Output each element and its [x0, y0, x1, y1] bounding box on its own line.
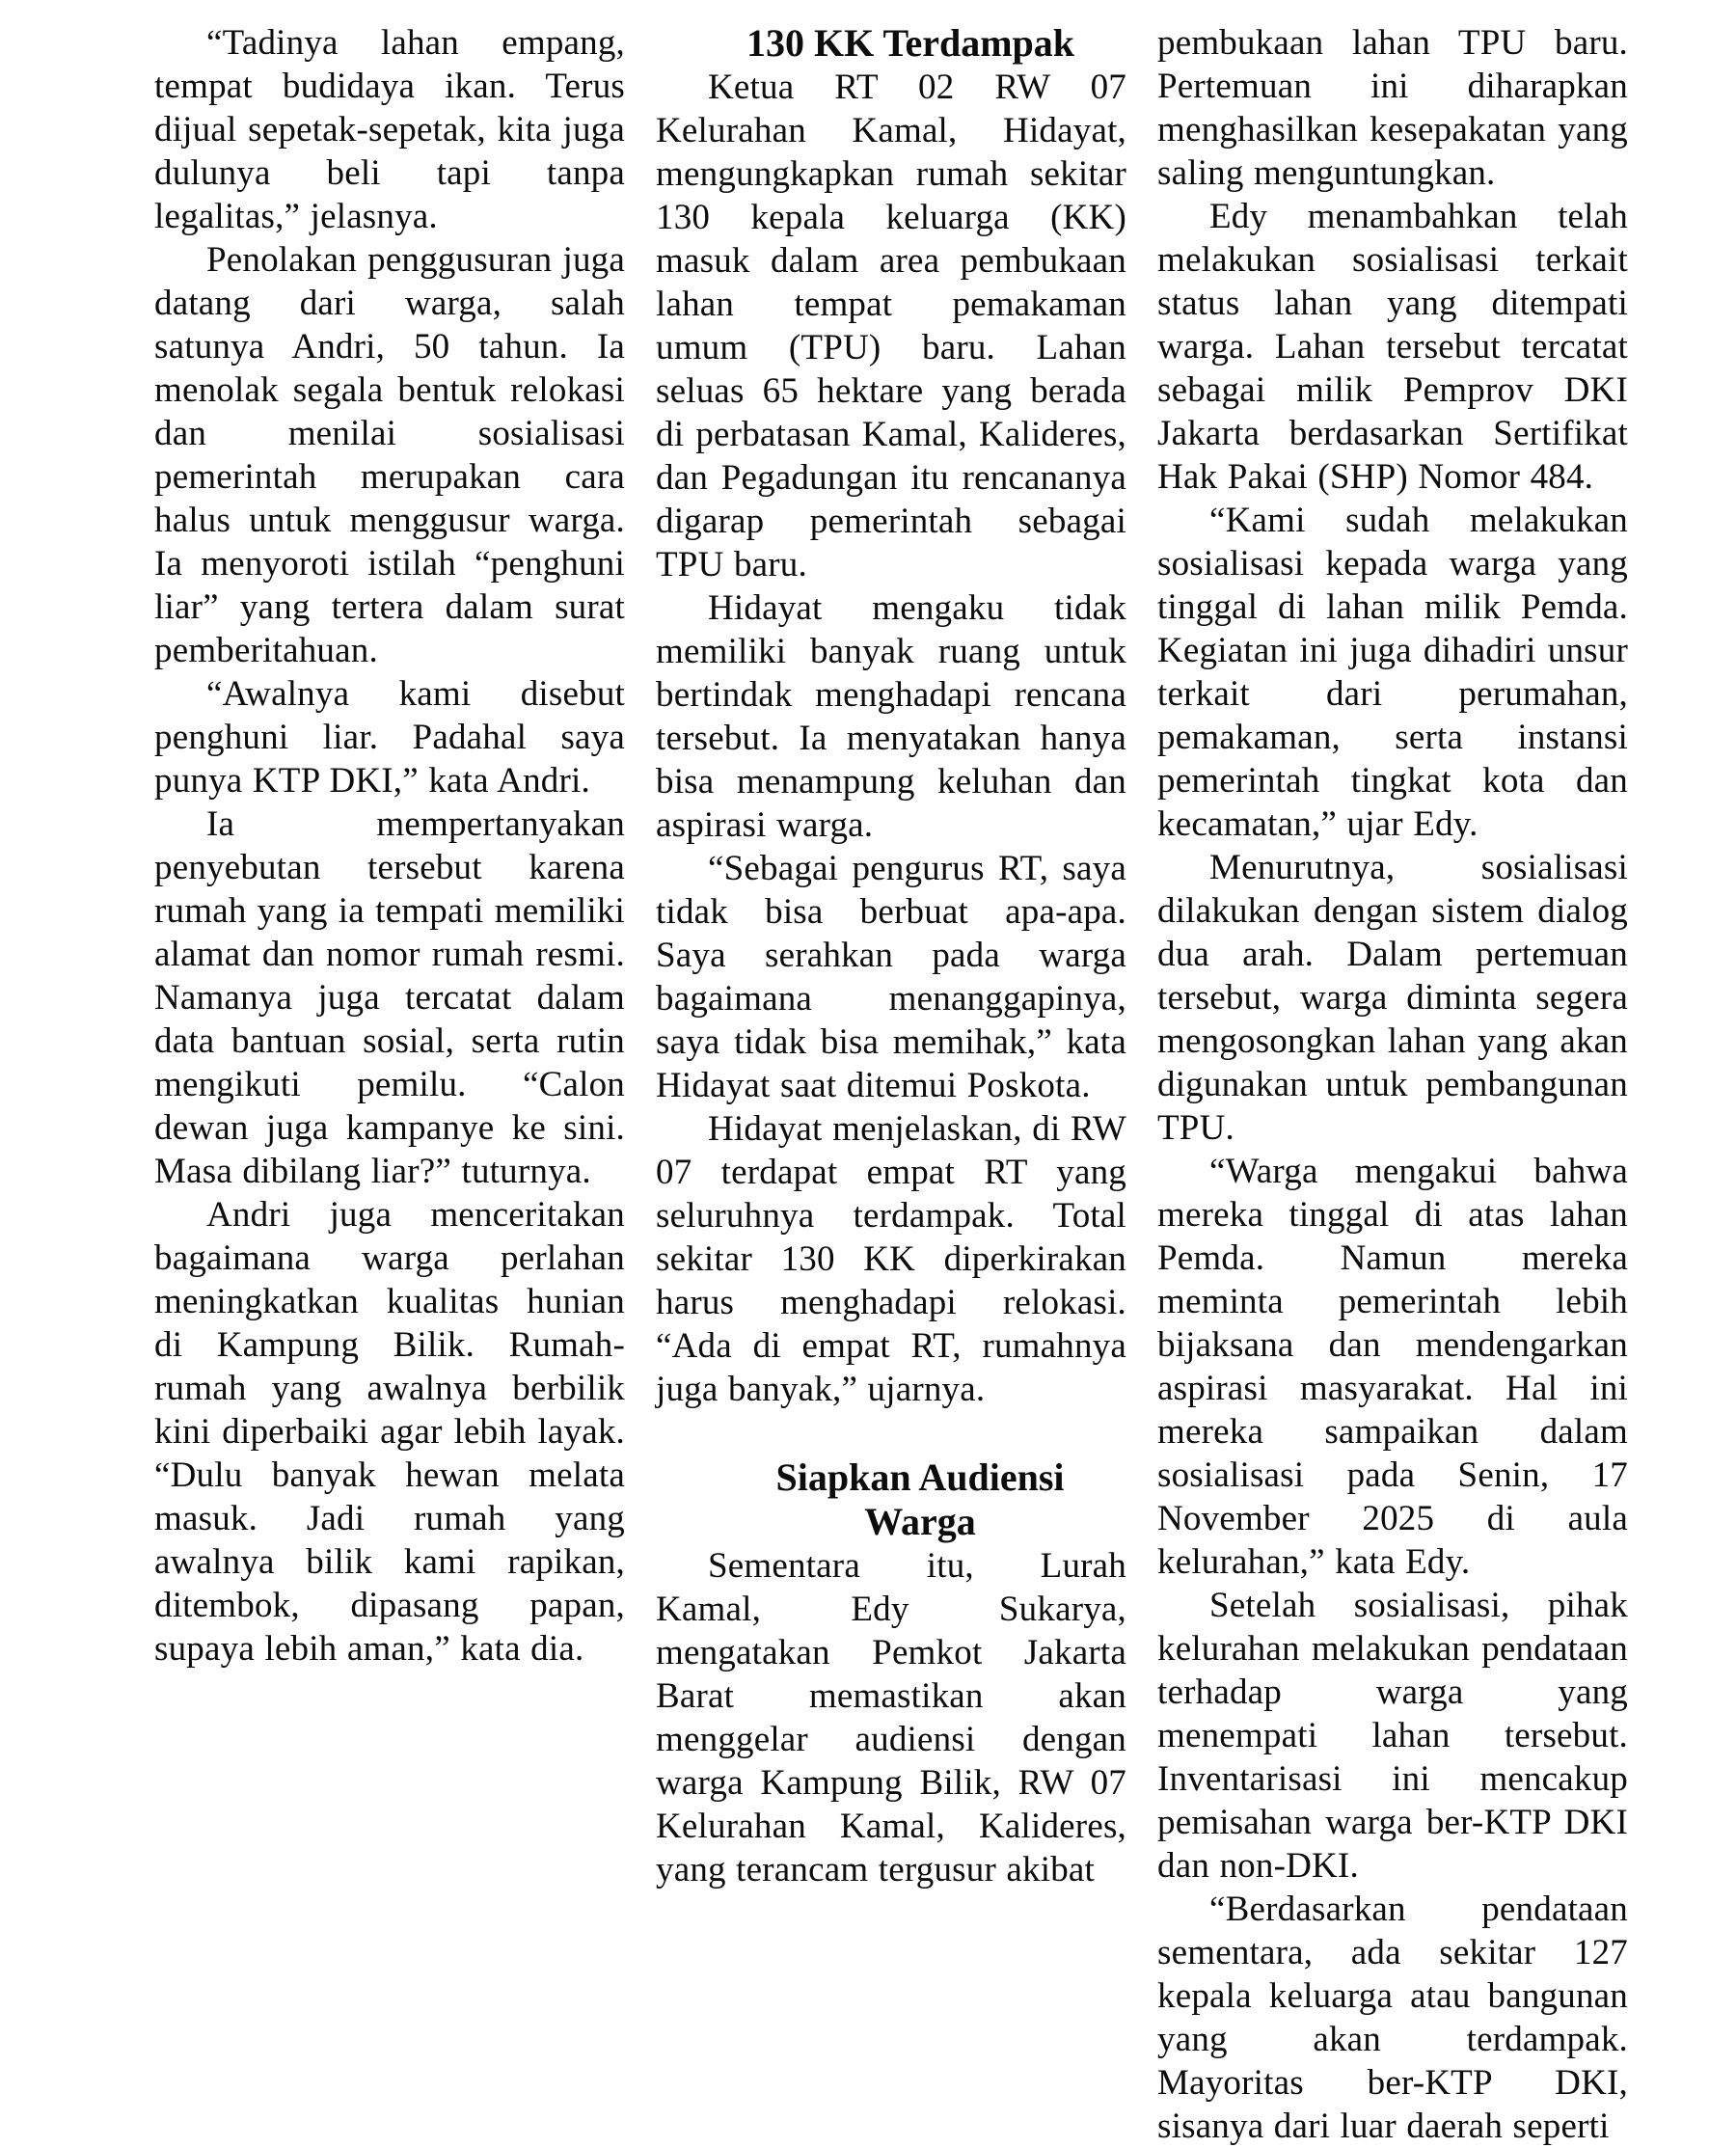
paragraph: Setelah sosialisasi, pihak kelurahan melakukan pendataan terhadap warga yang menempati lahan tersebut. Inventarisasi ini mencakup pemisahan warga ber-KTP DKI dan non-DKI.: [1157, 1586, 1628, 1886]
paragraph: “Berdasarkan pendataan sementara, ada sekitar 127 kepala keluarga atau bangunan yang akan terdampak. Mayoritas ber-KTP DKI, sisanya dari luar daerah seperti: [1157, 1890, 1628, 2146]
paragraph: Hidayat menjelaskan, di RW 07 terdapat empat RT yang seluruhnya terdampak. Total sekitar 130 KK diperkirakan harus menghadapi relokasi. “Ada di empat RT, rumahnya juga banyak,” ujarnya.: [656, 1109, 1126, 1409]
paragraph: Menurutnya, sosialisasi dilakukan dengan sistem dialog dua arah. Dalam pertemuan tersebut, warga diminta segera mengosongkan lahan yang akan digunakan untuk pembangunan TPU.: [1157, 848, 1628, 1148]
article-column-1: [154, 21, 625, 1671]
article-column-2: [656, 21, 1126, 1891]
paragraph: “Tadinya lahan empang, tempat budidaya ikan. Terus dijual sepetak-sepetak, kita juga dulunya beli tapi tanpa legalitas,” jelasnya.: [154, 23, 625, 236]
paragraph: “Kami sudah melakukan sosialisasi kepada warga yang tinggal di lahan milik Pemda. Kegiatan ini juga dihadiri unsur terkait dari perumahan, pemakaman, serta instansi pemerintah tingkat kota dan kecamatan,” ujar Edy.: [1157, 501, 1628, 844]
article-columns: [154, 21, 1630, 2148]
paragraph: Sementara itu, Lurah Kamal, Edy Sukarya, mengatakan Pemkot Jakarta Barat memastikan akan menggelar audiensi dengan warga Kampung Bilik, RW 07 Kelurahan Kamal, Kalideres, yang terancam tergusur akibat: [656, 1546, 1126, 1890]
section-heading-130-kk-terdampak: 130 KK Terdampak: [746, 21, 1075, 65]
paragraph: Andri juga menceritakan bagaimana warga perlahan meningkatkan kualitas hunian di Kampung Bilik. Rumah-rumah yang awalnya berbilik kini diperbaiki agar lebih layak. “Dulu banyak hewan melata masuk. Jadi rumah yang awalnya bilik kami rapikan, ditembok, dipasang papan, supaya lebih aman,” kata dia.: [154, 1195, 625, 1669]
article-column-3: [1157, 21, 1628, 2148]
paragraph: Edy menambahkan telah melakukan sosialisasi terkait status lahan yang ditempati warga. Lahan tersebut tercatat sebagai milik Pemprov DKI Jakarta berdasarkan Sertifikat Hak Pakai (SHP) Nomor 484.: [1157, 197, 1628, 497]
paragraph: Penolakan penggusuran juga datang dari warga, salah satunya Andri, 50 tahun. Ia menolak segala bentuk relokasi dan menilai sosialisasi pemerintah merupakan cara halus untuk menggusur warga. Ia menyoroti istilah “penghuni liar” yang tertera dalam surat pemberitahuan.: [154, 240, 625, 670]
paragraph: Hidayat mengaku tidak memiliki banyak ruang untuk bertindak menghadapi rencana tersebut. Ia menyatakan hanya bisa menampung keluhan dan aspirasi warga.: [656, 588, 1126, 845]
paragraph: Ketua RT 02 RW 07 Kelurahan Kamal, Hidayat, mengungkapkan rumah sekitar 130 kepala keluarga (KK) masuk dalam area pembukaan lahan tempat pemakaman umum (TPU) baru. Lahan seluas 65 hektare yang berada di perbatasan Kamal, Kalideres, dan Pegadungan itu rencananya digarap pemerintah sebagai TPU baru.: [656, 68, 1126, 585]
paragraph: “Awalnya kami disebut penghuni liar. Padahal saya punya KTP DKI,” kata Andri.: [154, 674, 625, 801]
paragraph: “Warga mengakui bahwa mereka tinggal di atas lahan Pemda. Namun mereka meminta pemerintah lebih bijaksana dan mendengarkan aspirasi masyarakat. Hal ini mereka sampaikan dalam sosialisasi pada Senin, 17 November 2025 di aula kelurahan,” kata Edy.: [1157, 1152, 1628, 1582]
paragraph: “Sebagai pengurus RT, saya tidak bisa berbuat apa-apa. Saya serahkan pada warga bagaimana menanggapinya, saya tidak bisa memihak,” kata Hidayat saat ditemui Poskota.: [656, 849, 1126, 1105]
paragraph: Ia mempertanyakan penyebutan tersebut karena rumah yang ia tempati memiliki alamat dan nomor rumah resmi. Namanya juga tercatat dalam data bantuan sosial, serta rutin mengikuti pemilu. “Calon dewan juga kampanye ke sini. Masa dibilang liar?” tuturnya.: [154, 804, 625, 1191]
paragraph-continuation: pembukaan lahan TPU baru. Pertemuan ini diharapkan menghasilkan kesepakatan yang saling menguntungkan.: [1157, 23, 1628, 193]
section-heading-siapkan-audiensi-warga: Siapkan Audiensi Warga: [775, 1455, 1065, 1543]
